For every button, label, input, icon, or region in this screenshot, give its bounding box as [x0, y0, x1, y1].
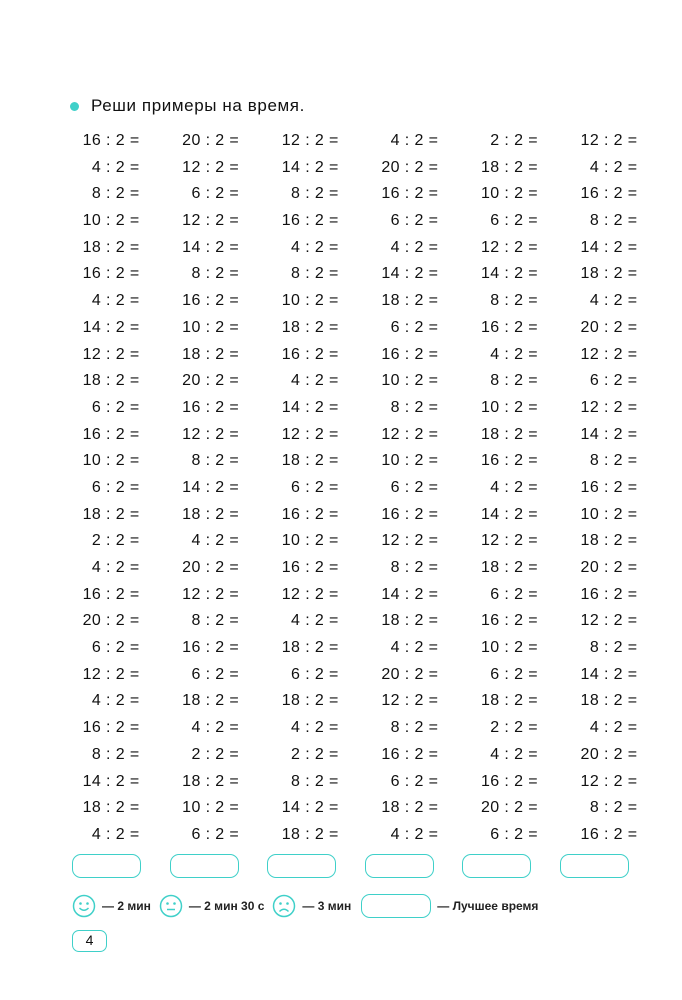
- example-item: 4 : 2 =: [390, 639, 439, 657]
- example-item: 16 : 2 =: [381, 345, 439, 363]
- example-item: 14 : 2 =: [182, 238, 240, 256]
- example-item: 16 : 2 =: [82, 425, 140, 443]
- example-item: 2 : 2 =: [291, 745, 339, 763]
- example-item: 18 : 2 =: [281, 318, 339, 336]
- example-item: 12 : 2 =: [580, 345, 638, 363]
- example-item: 6 : 2 =: [390, 318, 439, 336]
- example-item: 2 : 2 =: [191, 745, 240, 763]
- example-item: 20 : 2 =: [580, 745, 638, 763]
- example-item: 16 : 2 =: [182, 398, 240, 416]
- example-item: 12 : 2 =: [82, 665, 140, 683]
- example-item: 6 : 2 =: [490, 665, 538, 683]
- example-item: 8 : 2 =: [91, 745, 140, 763]
- example-item: 2 : 2 =: [91, 532, 140, 550]
- example-item: 12 : 2 =: [480, 532, 538, 550]
- example-item: 4 : 2 =: [91, 559, 140, 576]
- answer-boxes: [72, 854, 629, 878]
- example-item: 18 : 2 =: [381, 799, 439, 817]
- example-item: 4 : 2 =: [291, 372, 339, 390]
- example-item: 10 : 2 =: [480, 185, 538, 203]
- example-item: 4 : 2 =: [490, 478, 538, 496]
- example-item: 8 : 2 =: [390, 398, 439, 416]
- example-item: 16 : 2 =: [82, 132, 140, 149]
- example-item: 10 : 2 =: [182, 318, 240, 336]
- example-item: 10 : 2 =: [381, 372, 439, 390]
- example-item: 6 : 2 =: [91, 639, 140, 657]
- example-item: 18 : 2 =: [580, 692, 638, 710]
- example-item: 6 : 2 =: [191, 185, 240, 203]
- example-item: 16 : 2 =: [580, 585, 638, 603]
- example-item: 12 : 2 =: [182, 158, 240, 176]
- example-item: 4 : 2 =: [291, 719, 339, 737]
- example-item: 12 : 2 =: [381, 425, 439, 443]
- example-item: 10 : 2 =: [281, 532, 339, 550]
- example-item: 4 : 2 =: [589, 719, 638, 737]
- example-item: 18 : 2 =: [480, 425, 538, 443]
- example-item: 4 : 2 =: [91, 825, 140, 843]
- example-item: 6 : 2 =: [91, 478, 140, 496]
- answer-box-1[interactable]: [72, 854, 141, 878]
- example-item: 12 : 2 =: [580, 398, 638, 416]
- example-item: 16 : 2 =: [281, 345, 339, 363]
- example-item: 12 : 2 =: [381, 692, 439, 710]
- example-item: 18 : 2 =: [480, 692, 538, 710]
- example-item: 16 : 2 =: [480, 452, 538, 470]
- example-item: 10 : 2 =: [82, 212, 140, 230]
- example-item: 6 : 2 =: [490, 585, 538, 603]
- answer-box-4[interactable]: [365, 854, 434, 878]
- example-item: 12 : 2 =: [182, 425, 240, 443]
- example-item: 6 : 2 =: [91, 398, 140, 416]
- example-item: 16 : 2 =: [480, 612, 538, 630]
- example-item: 6 : 2 =: [291, 665, 339, 683]
- example-item: 6 : 2 =: [390, 772, 439, 790]
- example-item: 14 : 2 =: [580, 425, 638, 443]
- example-item: 8 : 2 =: [490, 292, 538, 310]
- example-item: 12 : 2 =: [580, 772, 638, 790]
- example-item: 16 : 2 =: [182, 639, 240, 657]
- example-item: 16 : 2 =: [182, 292, 240, 310]
- example-item: 8 : 2 =: [589, 212, 638, 230]
- example-item: 18 : 2 =: [381, 292, 439, 310]
- example-item: 14 : 2 =: [480, 505, 538, 523]
- example-item: 8 : 2 =: [191, 612, 240, 630]
- example-item: 20 : 2 =: [580, 559, 638, 576]
- time-legend: [72, 894, 538, 918]
- sad-face-icon: [272, 894, 296, 918]
- example-item: 4 : 2 =: [291, 612, 339, 630]
- example-item: 8 : 2 =: [589, 639, 638, 657]
- example-item: 8 : 2 =: [589, 452, 638, 470]
- example-item: 10 : 2 =: [182, 799, 240, 817]
- example-item: 20 : 2 =: [381, 158, 439, 176]
- example-item: 16 : 2 =: [580, 478, 638, 496]
- example-item: 18 : 2 =: [281, 639, 339, 657]
- instruction-text: Реши примеры на время.: [91, 96, 305, 115]
- example-item: 18 : 2 =: [182, 692, 240, 710]
- example-item: 16 : 2 =: [281, 212, 339, 230]
- example-item: 20 : 2 =: [182, 132, 240, 149]
- example-item: 12 : 2 =: [281, 585, 339, 603]
- example-item: 10 : 2 =: [281, 292, 339, 310]
- answer-box-3[interactable]: [267, 854, 336, 878]
- example-item: 8 : 2 =: [390, 719, 439, 737]
- instruction: [70, 96, 305, 116]
- example-item: 8 : 2 =: [91, 185, 140, 203]
- example-item: 6 : 2 =: [390, 478, 439, 496]
- example-item: 4 : 2 =: [91, 158, 140, 176]
- example-item: 4 : 2 =: [490, 745, 538, 763]
- example-item: 10 : 2 =: [480, 639, 538, 657]
- example-item: 8 : 2 =: [589, 799, 638, 817]
- example-item: 4 : 2 =: [589, 292, 638, 310]
- example-item: 20 : 2 =: [580, 318, 638, 336]
- example-item: 14 : 2 =: [182, 478, 240, 496]
- example-item: 16 : 2 =: [580, 185, 638, 203]
- example-item: 18 : 2 =: [281, 692, 339, 710]
- example-item: 18 : 2 =: [82, 238, 140, 256]
- example-item: 16 : 2 =: [480, 772, 538, 790]
- example-item: 8 : 2 =: [191, 452, 240, 470]
- example-item: 4 : 2 =: [490, 345, 538, 363]
- example-item: 14 : 2 =: [281, 398, 339, 416]
- happy-face-icon: [72, 894, 96, 918]
- happy-time-label: — 2 мин: [102, 899, 151, 913]
- example-item: 4 : 2 =: [390, 238, 439, 256]
- example-item: 4 : 2 =: [191, 719, 240, 737]
- example-item: 12 : 2 =: [82, 345, 140, 363]
- example-item: 4 : 2 =: [91, 292, 140, 310]
- example-item: 6 : 2 =: [191, 825, 240, 843]
- example-item: 18 : 2 =: [580, 532, 638, 550]
- example-item: 18 : 2 =: [281, 452, 339, 470]
- example-item: 10 : 2 =: [580, 505, 638, 523]
- example-item: 2 : 2 =: [490, 719, 538, 737]
- example-item: 10 : 2 =: [381, 452, 439, 470]
- example-item: 8 : 2 =: [390, 559, 439, 576]
- example-item: 14 : 2 =: [82, 772, 140, 790]
- bullet-dot-icon: [70, 102, 79, 111]
- answer-box-2[interactable]: [170, 854, 239, 878]
- example-item: 18 : 2 =: [182, 505, 240, 523]
- example-item: 14 : 2 =: [281, 158, 339, 176]
- example-item: 18 : 2 =: [82, 799, 140, 817]
- example-item: 18 : 2 =: [480, 158, 538, 176]
- example-item: 16 : 2 =: [580, 825, 638, 843]
- example-item: 20 : 2 =: [182, 372, 240, 390]
- example-item: 6 : 2 =: [390, 212, 439, 230]
- example-item: 14 : 2 =: [480, 265, 538, 283]
- example-item: 14 : 2 =: [381, 265, 439, 283]
- example-item: 14 : 2 =: [580, 665, 638, 683]
- example-item: 18 : 2 =: [82, 372, 140, 390]
- example-item: 18 : 2 =: [182, 345, 240, 363]
- example-item: 20 : 2 =: [182, 559, 240, 576]
- example-item: 12 : 2 =: [182, 212, 240, 230]
- example-item: 4 : 2 =: [390, 825, 439, 843]
- example-item: 18 : 2 =: [580, 265, 638, 283]
- example-item: 20 : 2 =: [480, 799, 538, 817]
- example-item: 4 : 2 =: [91, 692, 140, 710]
- example-item: 16 : 2 =: [381, 745, 439, 763]
- example-item: 4 : 2 =: [291, 238, 339, 256]
- example-item: 2 : 2 =: [490, 132, 538, 149]
- answer-box-5[interactable]: [462, 854, 531, 878]
- page-number: 4: [72, 930, 107, 952]
- example-item: 4 : 2 =: [390, 132, 439, 149]
- example-item: 12 : 2 =: [580, 132, 638, 149]
- best-time-box[interactable]: [361, 894, 431, 918]
- example-item: 12 : 2 =: [381, 532, 439, 550]
- example-item: 16 : 2 =: [82, 719, 140, 737]
- example-item: 18 : 2 =: [480, 559, 538, 576]
- neutral-time-label: — 2 мин 30 с: [188, 899, 265, 913]
- example-item: 8 : 2 =: [191, 265, 240, 283]
- example-item: 18 : 2 =: [281, 825, 339, 843]
- example-item: 4 : 2 =: [589, 158, 638, 176]
- example-item: 12 : 2 =: [480, 238, 538, 256]
- example-item: 8 : 2 =: [490, 372, 538, 390]
- example-item: 14 : 2 =: [580, 238, 638, 256]
- example-item: 16 : 2 =: [82, 265, 140, 283]
- example-item: 6 : 2 =: [291, 478, 339, 496]
- example-item: 16 : 2 =: [480, 318, 538, 336]
- example-item: 12 : 2 =: [580, 612, 638, 630]
- example-item: 14 : 2 =: [381, 585, 439, 603]
- example-item: 18 : 2 =: [381, 612, 439, 630]
- example-item: 14 : 2 =: [281, 799, 339, 817]
- example-item: 20 : 2 =: [381, 665, 439, 683]
- example-item: 10 : 2 =: [82, 452, 140, 470]
- example-item: 6 : 2 =: [589, 372, 638, 390]
- sad-time-label: — 3 мин: [302, 899, 352, 913]
- example-item: 16 : 2 =: [281, 505, 339, 523]
- best-time-label: — Лучшее время: [437, 899, 539, 913]
- example-item: 6 : 2 =: [490, 212, 538, 230]
- neutral-face-icon: [159, 894, 183, 918]
- example-item: 6 : 2 =: [490, 825, 538, 843]
- example-item: 4 : 2 =: [191, 532, 240, 550]
- examples-grid: [70, 128, 668, 849]
- example-item: 12 : 2 =: [281, 132, 339, 149]
- example-item: 8 : 2 =: [291, 185, 339, 203]
- example-item: 12 : 2 =: [182, 585, 240, 603]
- example-item: 8 : 2 =: [291, 772, 339, 790]
- example-item: 6 : 2 =: [191, 665, 240, 683]
- example-item: 8 : 2 =: [291, 265, 339, 283]
- example-item: 18 : 2 =: [182, 772, 240, 790]
- example-item: 10 : 2 =: [480, 398, 538, 416]
- example-item: 16 : 2 =: [381, 505, 439, 523]
- example-item: 16 : 2 =: [281, 559, 339, 576]
- example-item: 16 : 2 =: [381, 185, 439, 203]
- example-item: 12 : 2 =: [281, 425, 339, 443]
- example-item: 20 : 2 =: [82, 612, 140, 630]
- answer-box-6[interactable]: [560, 854, 629, 878]
- example-item: 18 : 2 =: [82, 505, 140, 523]
- example-item: 14 : 2 =: [82, 318, 140, 336]
- example-item: 16 : 2 =: [82, 585, 140, 603]
